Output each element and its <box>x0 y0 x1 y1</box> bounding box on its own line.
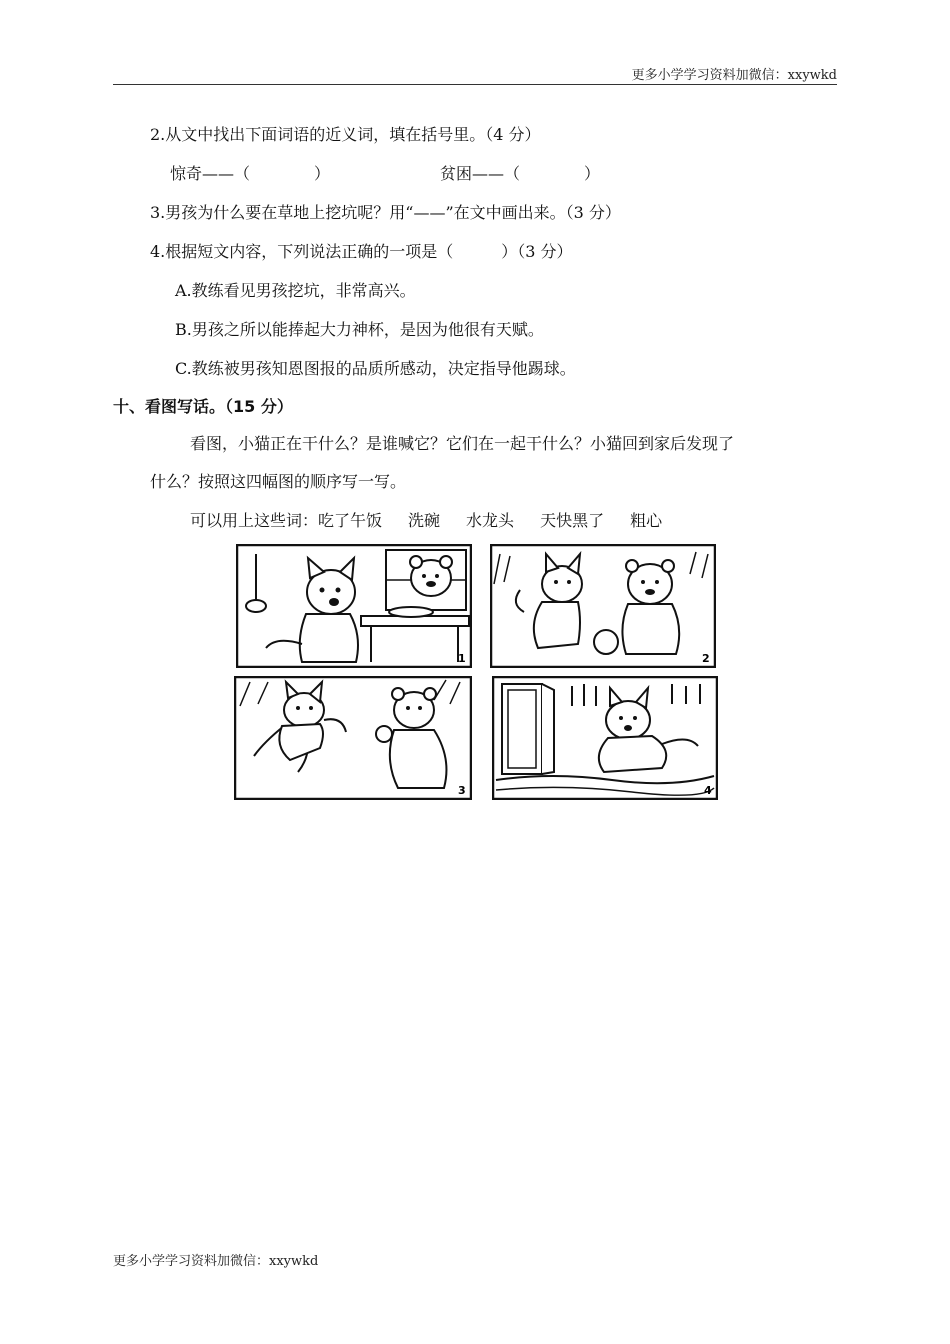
section-10-paragraph-2: 什么？按照这四幅图的顺序写一写。 <box>150 472 407 491</box>
word-item: 粗心 <box>630 511 663 530</box>
question-4-option-b: B.男孩之所以能捧起大力神杯，是因为他很有天赋。 <box>175 320 544 339</box>
question-4-option-c: C.教练被男孩知恩图报的品质所感动，决定指导他踢球。 <box>175 359 576 378</box>
comic-panel-1-illustration <box>236 544 472 668</box>
question-2-item-1: 惊奇——（ ） <box>170 164 331 183</box>
word-item: 天快黑了 <box>540 511 605 530</box>
section-10-title: 十、看图写话。（15 分） <box>113 397 293 416</box>
comic-panel-3-illustration <box>234 676 472 800</box>
panel-4-number: 4 <box>704 784 712 797</box>
question-4-option-a: A.教练看见男孩挖坑，非常高兴。 <box>175 281 416 300</box>
comic-strip <box>234 540 720 802</box>
section-10-word-list <box>190 508 688 531</box>
header-note: 更多小学学习资料加微信：xxywkd <box>631 68 837 83</box>
word-list-prefix: 可以用上这些词： <box>190 511 319 530</box>
word-item: 吃了午饭 <box>318 511 383 530</box>
comic-panel-4 <box>492 676 718 800</box>
comic-panel-2 <box>490 544 716 668</box>
header-rule <box>113 84 837 85</box>
footer-note: 更多小学学习资料加微信：xxywkd <box>113 1254 319 1269</box>
comic-panel-4-illustration <box>492 676 718 800</box>
question-2-item-2: 贫困——（ ） <box>440 164 601 183</box>
word-item: 洗碗 <box>408 511 441 530</box>
comic-panel-3 <box>234 676 472 800</box>
comic-panel-1 <box>236 544 472 668</box>
word-item: 水龙头 <box>466 511 515 530</box>
question-4-prompt: 4.根据短文内容，下列说法正确的一项是（ ）（3 分） <box>150 242 573 261</box>
question-2-prompt: 2.从文中找出下面词语的近义词，填在括号里。（4 分） <box>150 125 541 144</box>
section-10-paragraph-1: 看图，小猫正在干什么？是谁喊它？它们在一起干什么？小猫回到家后发现了 <box>190 434 735 453</box>
comic-panel-2-illustration <box>490 544 716 668</box>
panel-3-number: 3 <box>458 784 466 797</box>
question-3-prompt: 3.男孩为什么要在草地上挖坑呢？用“——”在文中画出来。（3 分） <box>150 203 621 222</box>
panel-2-number: 2 <box>702 652 710 665</box>
panel-1-number: 1 <box>458 652 466 665</box>
